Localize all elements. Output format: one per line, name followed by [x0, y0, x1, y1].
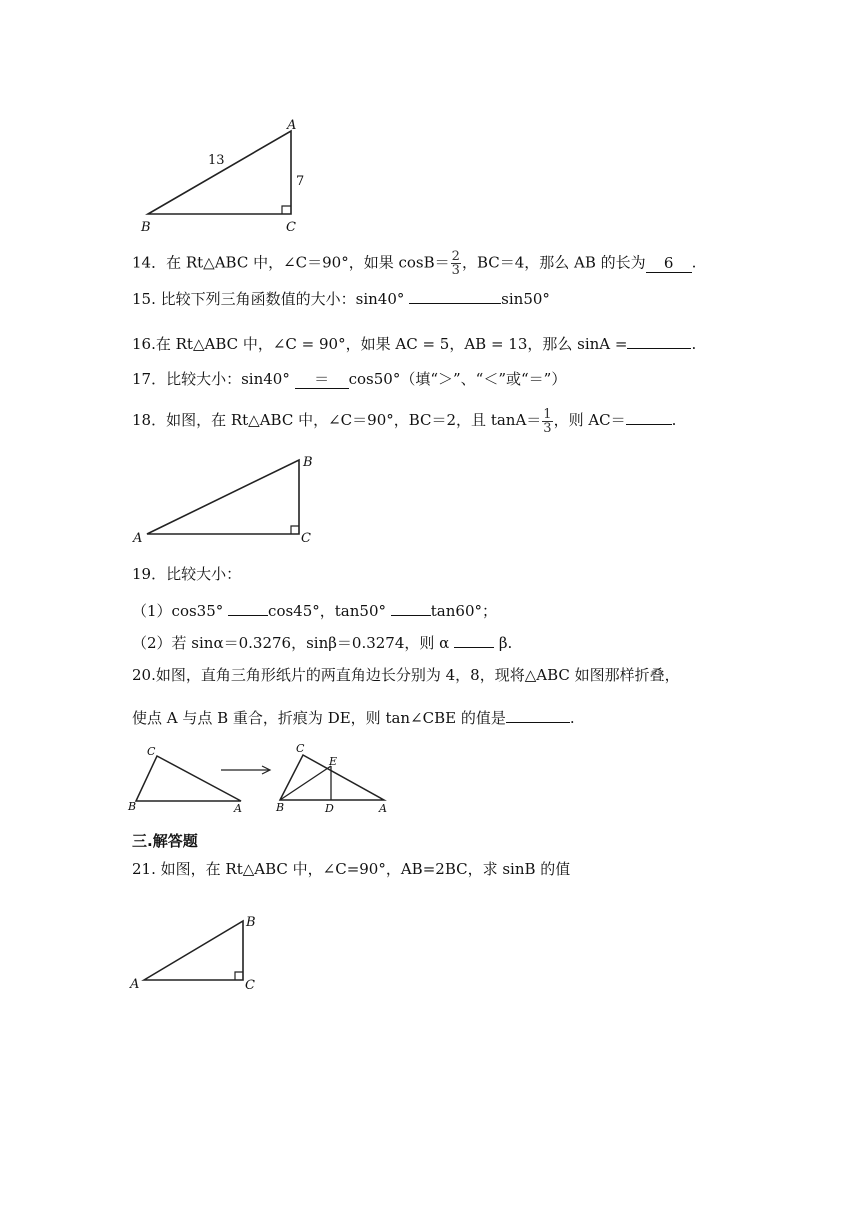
question-14: 14．在 Rt△ABC 中，∠C＝90°，如果 cosB＝ $\frac{2}{3}$ ，BC＝4，那么 AB 的长为 6 .: [132, 249, 697, 278]
question-16: 16.在 Rt△ABC 中，∠C = 90°，如果 AC = 5，AB = 13，那么 sinA = .: [132, 330, 696, 355]
question-20-line-2: 使点 A 与点 B 重合，折痕为 DE，则 tan∠CBE 的值是 .: [132, 704, 575, 729]
question-number: 20.: [132, 666, 156, 684]
label-b: B: [303, 455, 313, 470]
question-20-line-1: 20.如图，直角三角形纸片的两直角边长分别为 4，8，现将△ABC 如图那样折叠，: [132, 666, 680, 684]
label-a: A: [130, 977, 140, 992]
label-b: B: [246, 915, 256, 930]
question-15: 15. 比较下列三角函数值的大小：sin40° sin50°: [132, 285, 550, 310]
question-number: 16.: [132, 335, 156, 353]
question-19-part-2: （2）若 sinα＝0.3276，sinβ＝0.3274，则 α β.: [132, 629, 512, 654]
side-ac-length: 7: [296, 174, 305, 189]
label-c: C: [147, 745, 156, 758]
label-a: A: [287, 118, 297, 133]
label-c: C: [296, 742, 305, 755]
question-number: 21.: [132, 860, 156, 878]
fraction: $\frac{1}{3}$: [543, 406, 552, 436]
label-c: C: [286, 220, 296, 235]
answer-blank[interactable]: ＝: [295, 370, 349, 389]
question-19-part-1: （1）cos35° cos45°，tan50° tan60°；: [132, 597, 497, 622]
label-c: C: [301, 531, 311, 546]
side-ab-length: 13: [208, 153, 225, 168]
label-b: B: [128, 800, 137, 813]
label-b: B: [276, 801, 285, 814]
fraction: $\frac{2}{3}$: [451, 249, 460, 278]
question-number: 17．: [132, 370, 167, 388]
question-number: 14．: [132, 253, 167, 272]
label-c: C: [245, 978, 255, 993]
question-21: 21. 如图，在 Rt△ABC 中，∠C=90°，AB=2BC，求 sinB 的值: [132, 860, 571, 878]
question-19: 19．比较大小：: [132, 565, 242, 583]
section-heading: 三.解答题: [132, 832, 198, 850]
question-17: 17．比较大小：sin40° ＝ cos50°（填“＞”、“＜”或“＝”）: [132, 370, 567, 388]
label-a: A: [379, 802, 387, 815]
label-a: A: [133, 531, 143, 546]
question-18: 18．如图，在 Rt△ABC 中，∠C＝90°，BC＝2，且 tanA＝ $\frac{1}{3}$ ，则 AC＝ .: [132, 406, 677, 436]
answer-blank[interactable]: 6: [646, 254, 692, 273]
question-number: 15.: [132, 290, 156, 308]
label-b: B: [141, 220, 151, 235]
question-number: 18．: [132, 411, 167, 429]
question-number: 19．: [132, 565, 167, 583]
label-a: A: [234, 802, 242, 815]
label-d: D: [325, 802, 334, 815]
label-e: E: [329, 755, 338, 768]
